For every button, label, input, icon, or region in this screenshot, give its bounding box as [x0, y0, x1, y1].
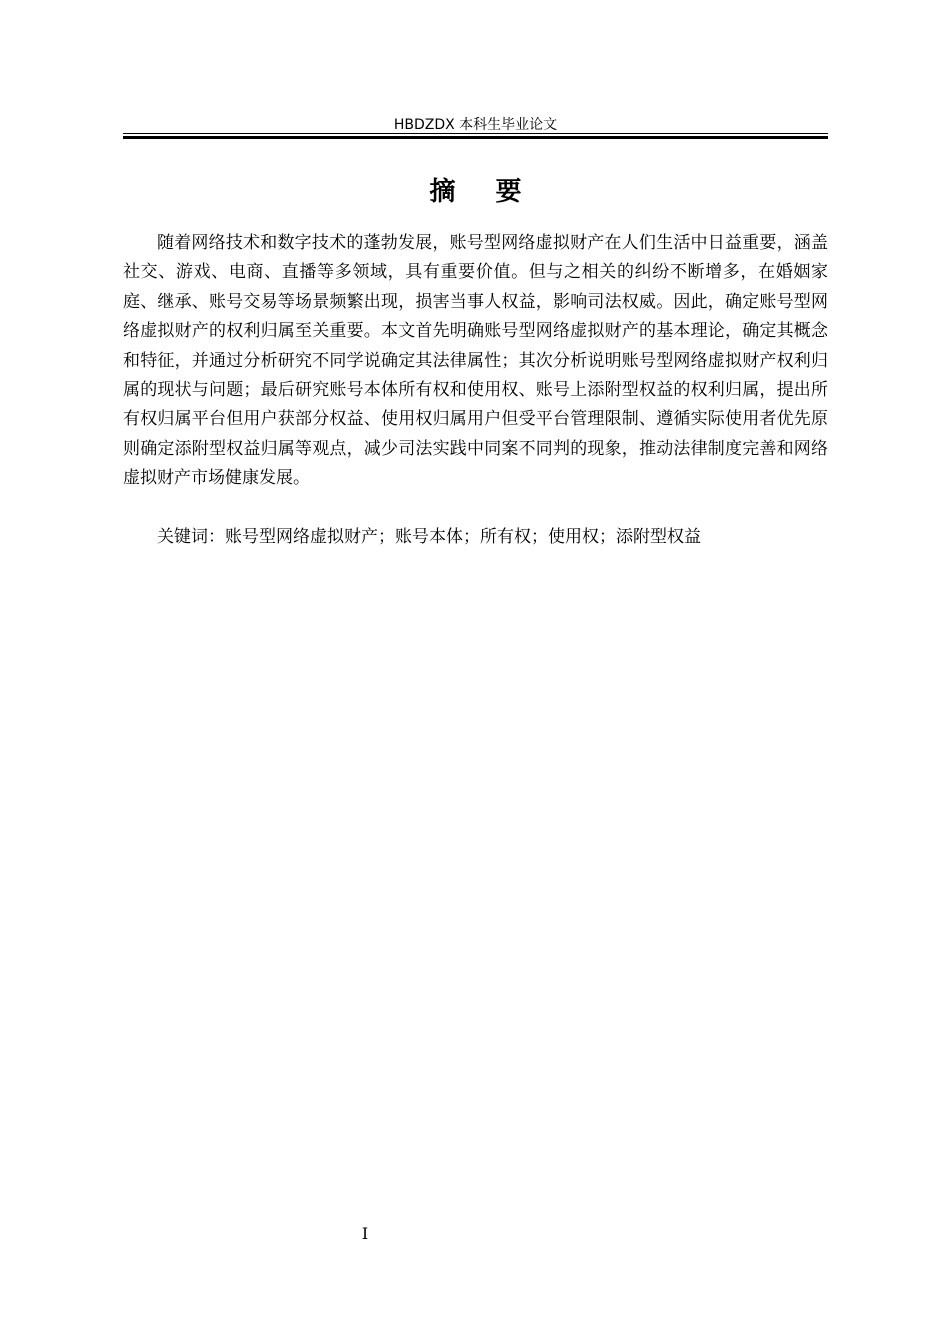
header-rule-thick — [123, 136, 828, 139]
keywords-line: 关键词：账号型网络虚拟财产；账号本体；所有权；使用权；添附型权益 — [157, 527, 701, 547]
running-header: HBDZDX 本科生毕业论文 — [393, 117, 558, 133]
header-rule-thin — [123, 133, 828, 134]
abstract-title: 摘要 — [429, 177, 562, 207]
abstract-body: 随着网络技术和数字技术的蓬勃发展，账号型网络虚拟财产在人们生活中日益重要，涵盖社交、游戏、电商、直播等多领域，具有重要价值。但与之相关的纠纷不断增多，在婚姻家庭、继承、账号交易等场景频繁出现，损害当事人权益，影响司法权威。因此，确定账号型网络虚拟财产的权利归属至关重要。本文首先明确账号型网络虚拟财产的基本理论，确定其概念和特征，并通过分析研究不同学说确定其法律属性；其次分析说明账号型网络虚拟财产权利归属的现状与问题；最后研究账号本体所有权和使用权、账号上添附型权益的权利归属，提出所有权归属平台但用户获部分权益、使用权归属用户但受平台管理限制、遵循实际使用者优先原则确定添附型权益归属等观点，减少司法实践中同案不同判的现象，推动法律制度完善和网络虚拟财产市场健康发展。 — [123, 233, 828, 489]
page-number: I — [361, 1224, 369, 1243]
